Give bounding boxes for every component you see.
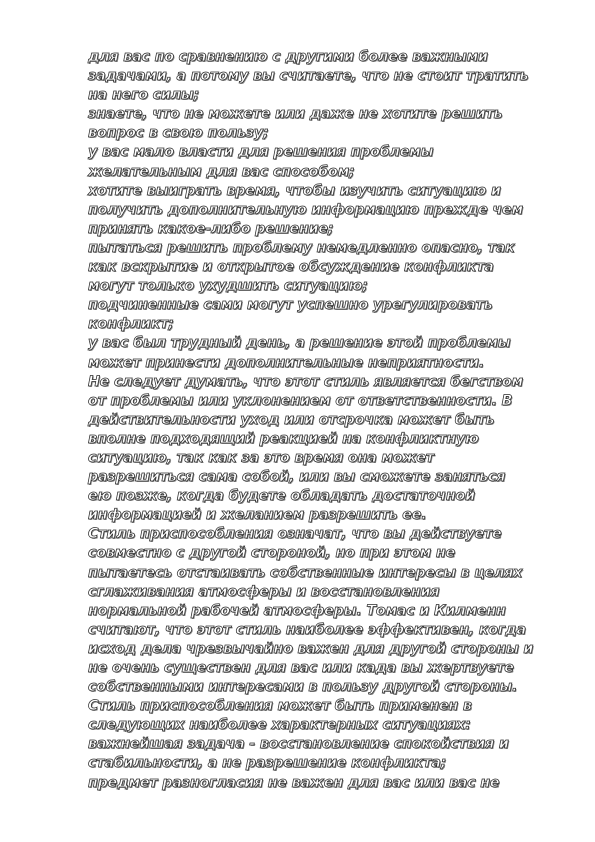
text-line: для вас по сравнению с другими более важными (88, 49, 488, 65)
text-line: вопрос в свою пользу; (88, 125, 269, 142)
text-line: следующих наиболее характерных ситуациях: (88, 717, 471, 734)
text-line: ею позже, когда будете обладать достаточной (88, 488, 475, 505)
text-line: могут только ухудшить ситуацию; (88, 278, 368, 295)
text-line: важнейшая задача - восстановление спокойствия и (88, 736, 509, 753)
text-line: пытаетесь отстаивать собственные интересы в целях (88, 564, 523, 581)
text-line: как вскрытие и открытое обсуждение конфликта (88, 259, 494, 276)
body-text (88, 48, 558, 793)
text-line: действительности уход или отсрочка может быть (88, 411, 495, 428)
text-line: ситуацию, так как за это время она может (88, 449, 434, 466)
text-line: у вас был трудный день, а решение этой проблемы (88, 335, 511, 352)
text-line: желательным для вас способом; (88, 163, 355, 180)
text-line: получить дополнительную информацию прежде чем (88, 201, 523, 218)
text-line: хотите выиграть время, чтобы изучить ситуацию и (88, 182, 501, 199)
text-line: задачами, а потому вы считаете, что не стоит тратить (88, 68, 529, 85)
text-line: предмет разногласия не важен для вас или вас не (88, 774, 500, 791)
text-line: сглаживания атмосферы и восстановления (88, 583, 440, 600)
text-line: не очень существен для вас или када вы жертвуете (88, 660, 514, 676)
text-line: на него силы; (88, 87, 200, 104)
text-line: подчиненные сами могут успешно урегулировать (88, 297, 493, 314)
text-line: может принести дополнительные неприятности. (88, 354, 485, 371)
text-line: конфликт; (88, 316, 174, 333)
text-line: собственными интересами в пользу другой стороны. (88, 679, 518, 696)
text-line: информацией и желанием разрешить ее. (88, 507, 427, 524)
text-line: совместно с другой стороной, но при этом не (88, 545, 456, 562)
text-line: нормальной рабочей атмосферы. Томас и Килменн (88, 602, 506, 619)
text-line: знаете, что не можете или даже не хотите решить (88, 106, 503, 123)
text-line: пытаться решить проблему немедленно опасно, так (88, 239, 515, 256)
text-line: исход дела чрезвычайно важен для другой стороны и (88, 640, 534, 657)
text-line: принять какое-либо решение; (88, 220, 334, 237)
text-line: от проблемы или уклонением от ответственности. В (88, 392, 513, 409)
text-line: Стиль приспособления может быть применен в (88, 698, 472, 715)
text-line: у вас мало власти для решения проблемы (88, 144, 434, 161)
text-line: разрешиться сама собой, или вы сможете заняться (88, 469, 506, 486)
text-line: Не следует думать, что этот стиль является бегством (88, 373, 523, 390)
text-line: Стиль приспособления означат, что вы действуете (88, 526, 502, 543)
text-line: вполне подходящий реакцией на конфликтную (88, 430, 479, 447)
text-line: стабильности, а не разрешение конфликта; (88, 755, 447, 772)
text-line: считают, что этот стиль наиболее эффективен, когда (88, 621, 526, 638)
